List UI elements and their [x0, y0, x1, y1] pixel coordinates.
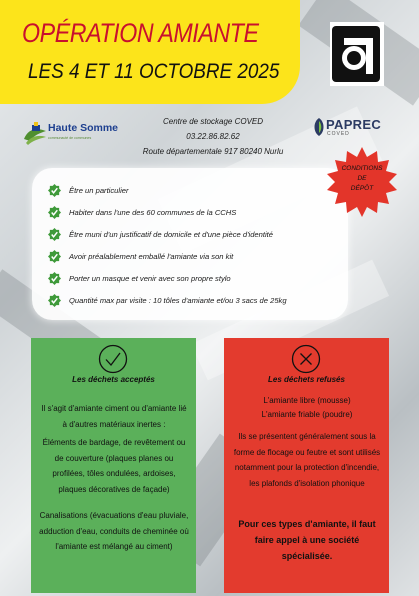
condition-item — [48, 294, 287, 307]
page-title: OPÉRATION AMIANTE — [22, 18, 259, 48]
check-badge-icon — [48, 228, 61, 241]
condition-item — [48, 228, 273, 241]
badge-line: CONDITIONS — [341, 165, 383, 172]
refused-item: L'amiante libre (mousse) — [263, 396, 351, 405]
accepted-title: Les déchets acceptés — [72, 375, 155, 384]
haute-somme-tagline: communauté de communes — [48, 136, 92, 140]
condition-text: Quantité max par visite : 10 tôles d'amiante et/ou 3 sacs de 25kg — [69, 296, 287, 305]
check-badge-icon — [48, 250, 61, 263]
accepted-waste-panel — [31, 338, 196, 593]
condition-text: Avoir préalablement emballé l'amiante via son kit — [69, 252, 234, 261]
event-dates: LES 4 ET 11 OCTOBRE 2025 — [28, 60, 280, 83]
paprec-sub: COVED — [327, 131, 350, 137]
refused-warning: Pour ces types d'amiante, il faut faire appel à une société spécialisée. — [238, 519, 376, 561]
check-badge-icon — [48, 206, 61, 219]
contact-block — [118, 114, 308, 159]
badge-line: DÉPÔT — [350, 185, 374, 192]
contact-center: Centre de stockage COVED — [162, 117, 264, 126]
condition-item — [48, 250, 233, 263]
accepted-item: Éléments de bardage, de revêtement ou de couverture (plaques planes ou profilées, tôles ondulées, ardoises, plaques décoratives de façade) — [42, 438, 186, 494]
condition-text: Être un particulier — [69, 186, 129, 195]
contact-address: Route départementale 917 80240 Nurlu — [142, 147, 284, 156]
haute-somme-logo-text: Haute Somme — [48, 122, 119, 134]
refused-title: Les déchets refusés — [268, 375, 345, 384]
condition-text: Habiter dans l'une des 60 communes de la CCHS — [69, 208, 237, 217]
badge-line: DE — [357, 175, 367, 182]
paprec-name: PAPREC — [326, 117, 382, 132]
contact-phone: 03.22.86.82.62 — [186, 132, 240, 141]
paprec-leaf-icon — [312, 118, 326, 136]
condition-text: Porter un masque et venir avec son propre stylo — [69, 274, 231, 283]
refused-waste-panel — [224, 338, 389, 593]
conditions-badge — [325, 164, 399, 194]
accepted-intro: Il s'agit d'amiante ciment ou d'amiante lié à d'autres matériaux inertes : — [41, 404, 187, 429]
cross-circle-icon — [291, 344, 321, 374]
conditions-list — [32, 168, 348, 320]
condition-text: Être muni d'un justificatif de domicile et d'une pièce d'identité — [69, 230, 274, 239]
header-banner — [0, 0, 300, 104]
condition-item — [48, 206, 236, 219]
check-badge-icon — [48, 272, 61, 285]
accepted-item: Canalisations (évacuations d'eau pluviale, adduction d'eau, conduits de cheminée où l'amiante est mélangé au ciment) — [39, 511, 189, 551]
refused-description: Ils se présentent généralement sous la forme de flocage ou feutre et sont utilisés notamment pour la protection d'incendie, les plafonds d'isolation phonique — [233, 432, 381, 488]
refused-item: L'amiante friable (poudre) — [261, 410, 353, 419]
condition-item — [48, 272, 231, 285]
check-circle-icon — [98, 344, 128, 374]
check-badge-icon — [48, 294, 61, 307]
a-logo-icon — [330, 22, 384, 86]
condition-item — [48, 184, 129, 197]
haute-somme-logo-icon — [22, 121, 48, 147]
check-badge-icon — [48, 184, 61, 197]
